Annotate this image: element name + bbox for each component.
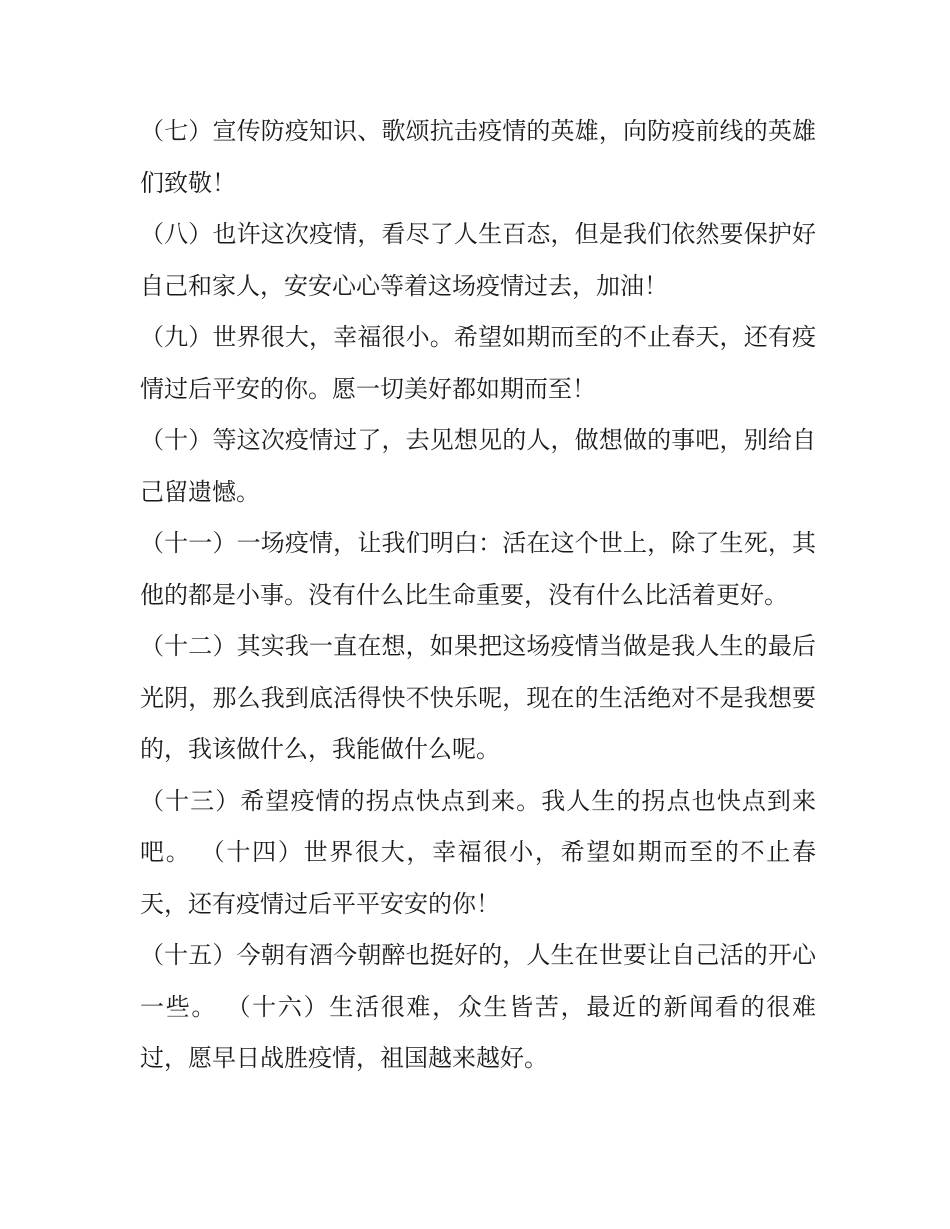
paragraph-9: （九）世界很大，幸福很小。希望如期而至的不止春天，还有疫情过后平安的你。愿一切美好都如期而至！ — [140, 323, 816, 403]
paragraph-10: （十）等这次疫情过了，去见想见的人，做想做的事吧，别给自己留遗憾。 — [140, 426, 816, 506]
paragraph-8: （八）也许这次疫情，看尽了人生百态，但是我们依然要保护好自己和家人，安安心心等着这场疫情过去，加油！ — [140, 220, 816, 300]
paragraph-13-14: （十三）希望疫情的拐点快点到来。我人生的拐点也快点到来吧。 （十四）世界很大，幸福很小，希望如期而至的不止春天，还有疫情过后平平安安的你！ — [140, 786, 816, 918]
paragraph-7: （七）宣传防疫知识、歌颂抗击疫情的英雄，向防疫前线的英雄们致敬！ — [140, 117, 816, 197]
paragraph-15-16: （十五）今朝有酒今朝醉也挺好的，人生在世要让自己活的开心一些。 （十六）生活很难，众生皆苦，最近的新闻看的很难过，愿早日战胜疫情，祖国越来越好。 — [140, 941, 816, 1072]
paragraph-11: （十一）一场疫情，让我们明白：活在这个世上，除了生死，其他的都是小事。没有什么比生命重要，没有什么比活着更好。 — [140, 529, 816, 609]
document-body — [140, 106, 816, 1085]
paragraph-12: （十二）其实我一直在想，如果把这场疫情当做是我人生的最后光阴，那么我到底活得快不快乐呢，现在的生活绝对不是我想要的，我该做什么，我能做什么呢。 — [140, 632, 816, 763]
